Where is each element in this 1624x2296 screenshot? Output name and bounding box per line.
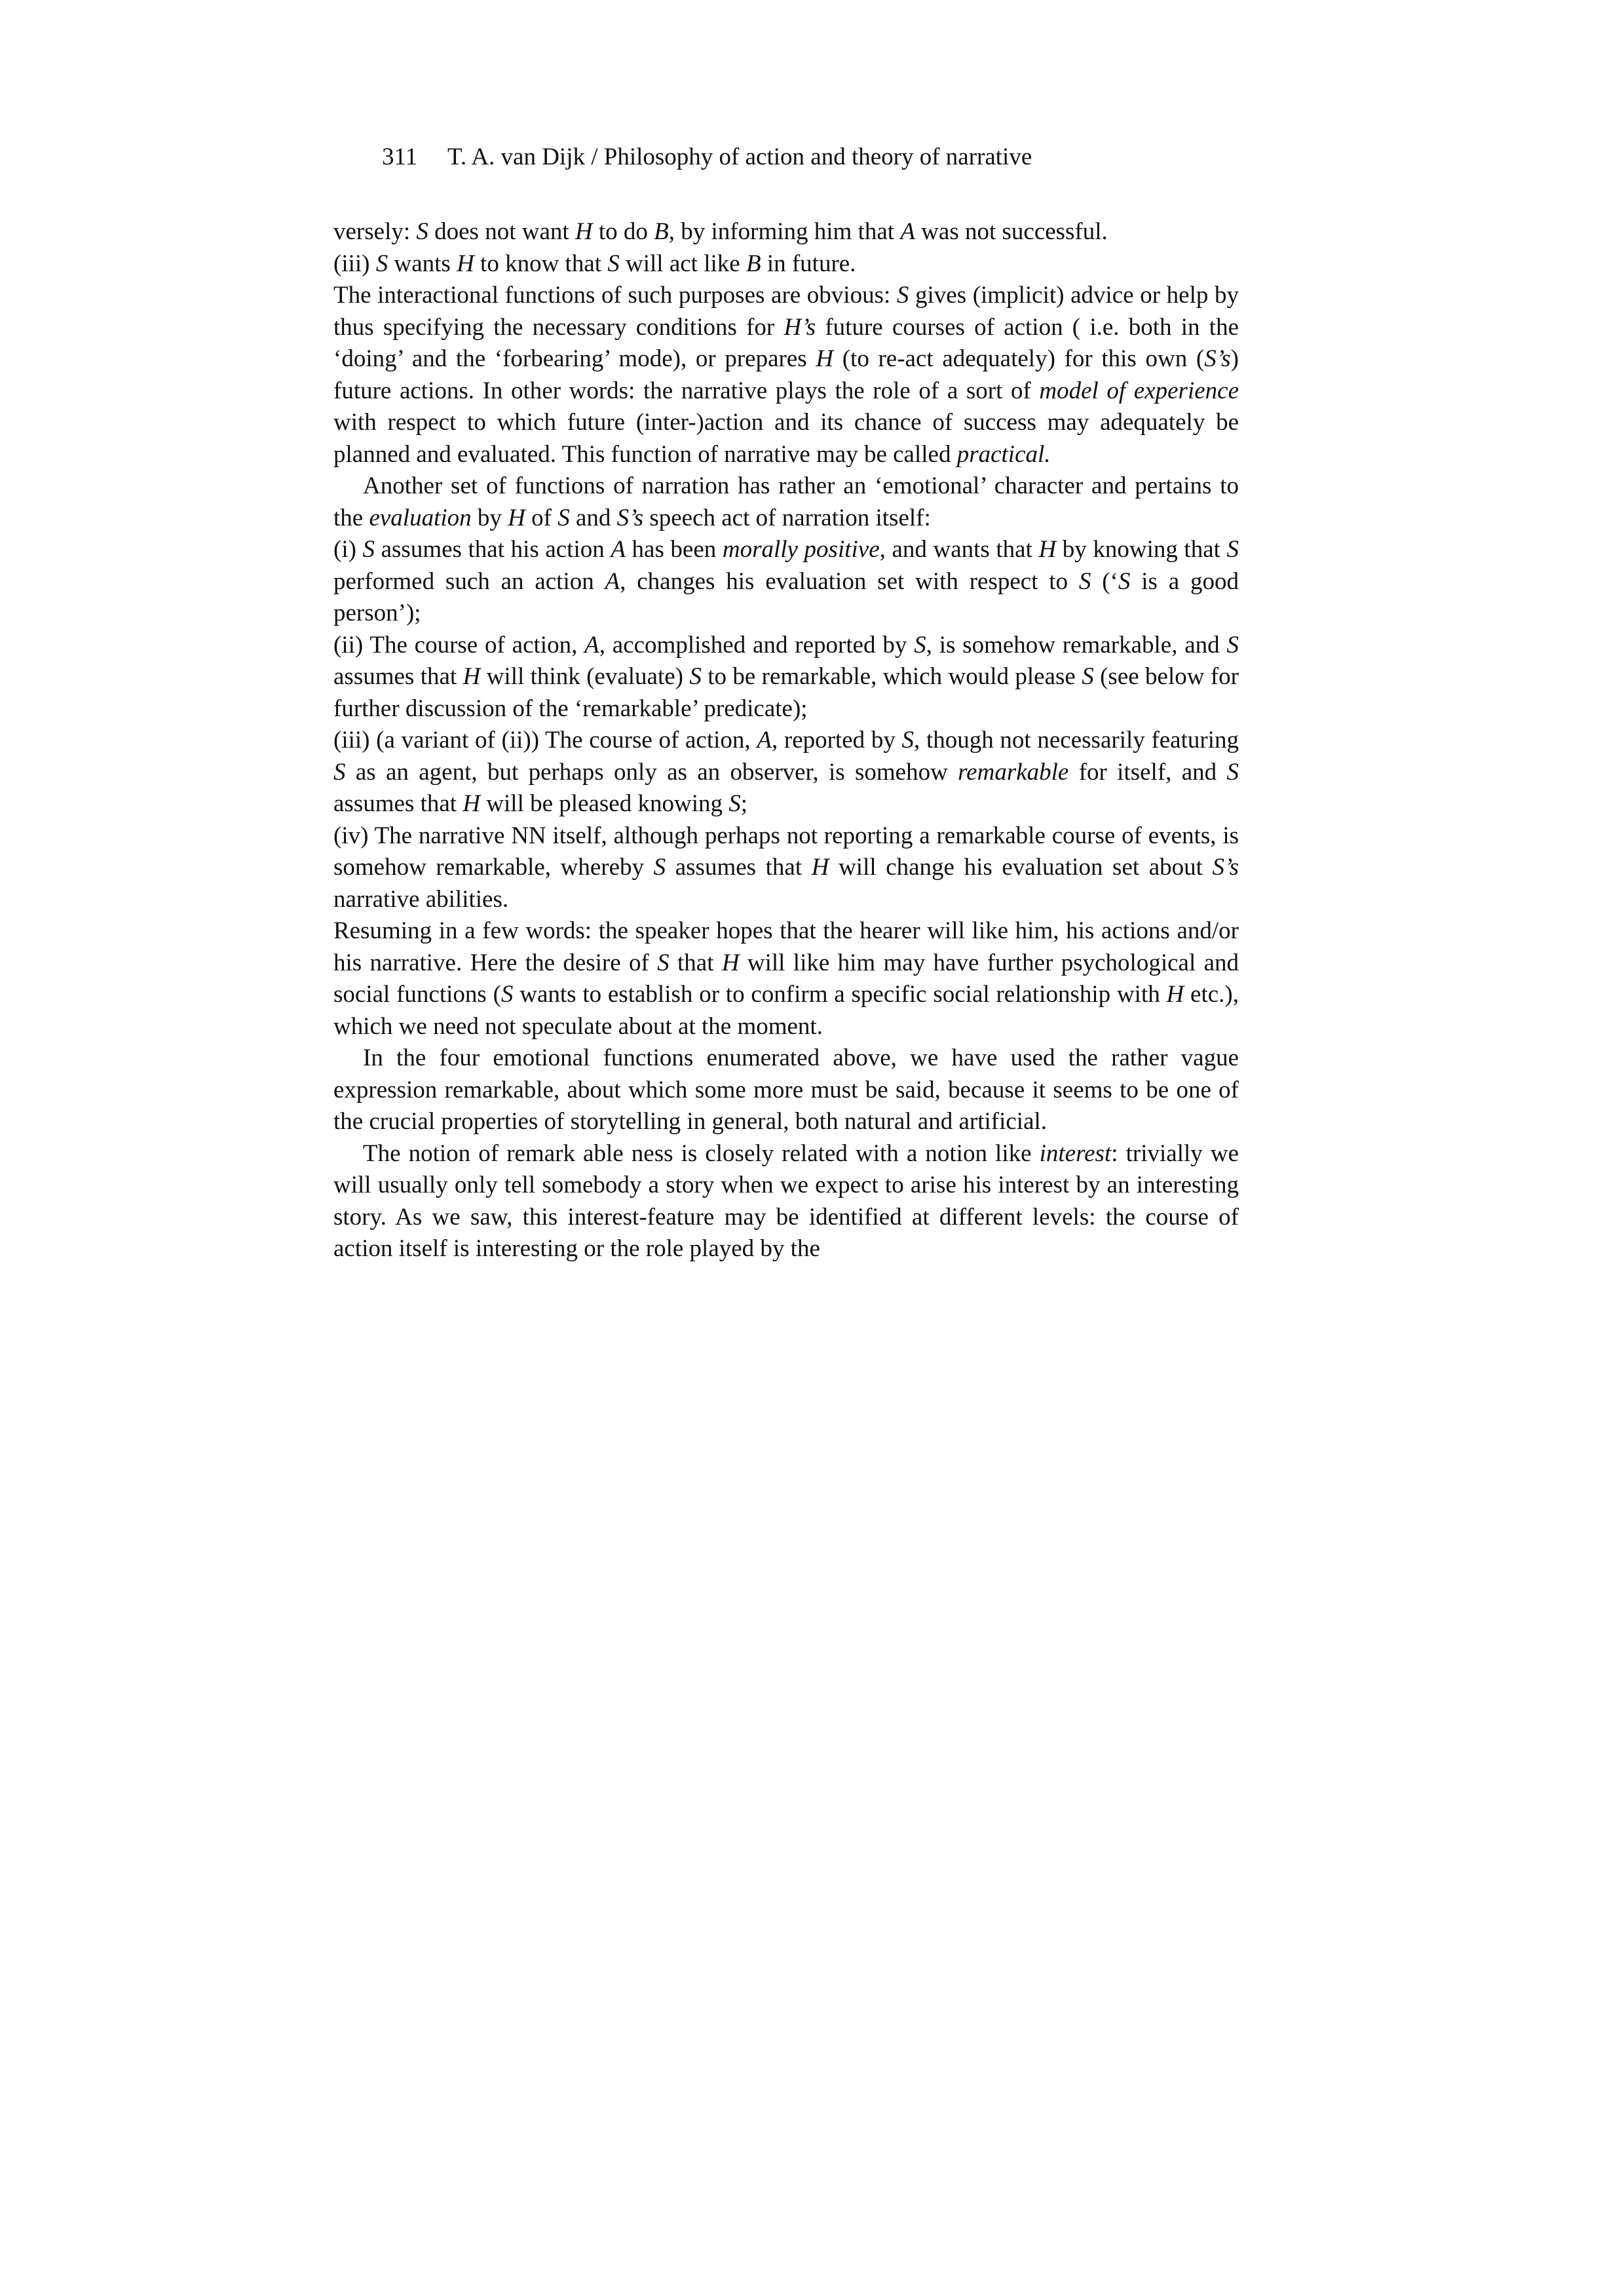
list-item-iv: (iv) The narrative NN itself, although perhaps not reporting a remarkable course of events, is somehow remarkable, whereby S assumes that H will change his evaluation set about S’s narrative abilities.: [333, 822, 1239, 913]
list-item-iii: (iii) S wants H to know that S will act like B in future.: [333, 250, 856, 277]
list-item-i: (i) S assumes that his action A has been morally positive, and wants that H by knowing that S performed such an action A, changes his evaluation set with respect to S (‘S is a good person’);: [333, 536, 1239, 626]
list-item-iii-variant: (iii) (a variant of (ii)) The course of action, A, reported by S, though not necessarily featuring S as an agent, but perhaps only as an observer, is somehow remarkable for itself, and S assumes that H will be pleased knowing S;: [333, 727, 1239, 817]
paragraph-resuming: Resuming in a few words: the speaker hopes that the hearer will like him, his actions and/or his narrative. Here the desire of S that H will like him may have further psychological and social functions (S wants to establish or to confirm a specific social relationship with H etc.), which we need not speculate about at the moment.: [333, 917, 1239, 1040]
page-number: 311: [382, 144, 418, 170]
paragraph-interest: The notion of remark able ness is closely related with a notion like interest: trivially we will usually only tell somebody a story when we expect to arise his interest by an interesting story. As we saw, this interest-feature may be identified at different levels: the course of action itself is interesting or the role played by the: [333, 1139, 1239, 1262]
running-title: T. A. van Dijk / Philosophy of action and theory of narrative: [447, 144, 1032, 170]
running-header: [382, 141, 1032, 174]
paragraph-remarkable: In the four emotional functions enumerated above, we have used the rather vague expression remarkable, about which some more must be said, because it seems to be one of the crucial properties of storytelling in general, both natural and artificial.: [333, 1044, 1239, 1135]
paragraph-emotional-functions: Another set of functions of narration has rather an ‘emotional’ character and pertains to the evaluation by H of S and S’s speech act of narration itself:: [333, 472, 1239, 531]
body-text: [333, 216, 1239, 1265]
paragraph-interactional-functions: The interactional functions of such purposes are obvious: S gives (implicit) advice or help by thus specifying the necessary conditions for H’s future courses of action ( i.e. both in the ‘doing’ and the ‘forbearing’ mode), or prepares H (to re-act adequately) for this own (S’s) future actions. In other words: the narrative plays the role of a sort of model of experience with respect to which future (inter-)action and its chance of success may adequately be planned and evaluated. This function of narrative may be called practical.: [333, 282, 1239, 468]
paragraph-continuation: versely: S does not want H to do B, by informing him that A was not successful.: [333, 218, 1108, 245]
list-item-ii: (ii) The course of action, A, accomplished and reported by S, is somehow remarkable, and S assumes that H will think (evaluate) S to be remarkable, which would please S (see below for further discussion of the ‘remarkable’ predicate);: [333, 631, 1239, 722]
